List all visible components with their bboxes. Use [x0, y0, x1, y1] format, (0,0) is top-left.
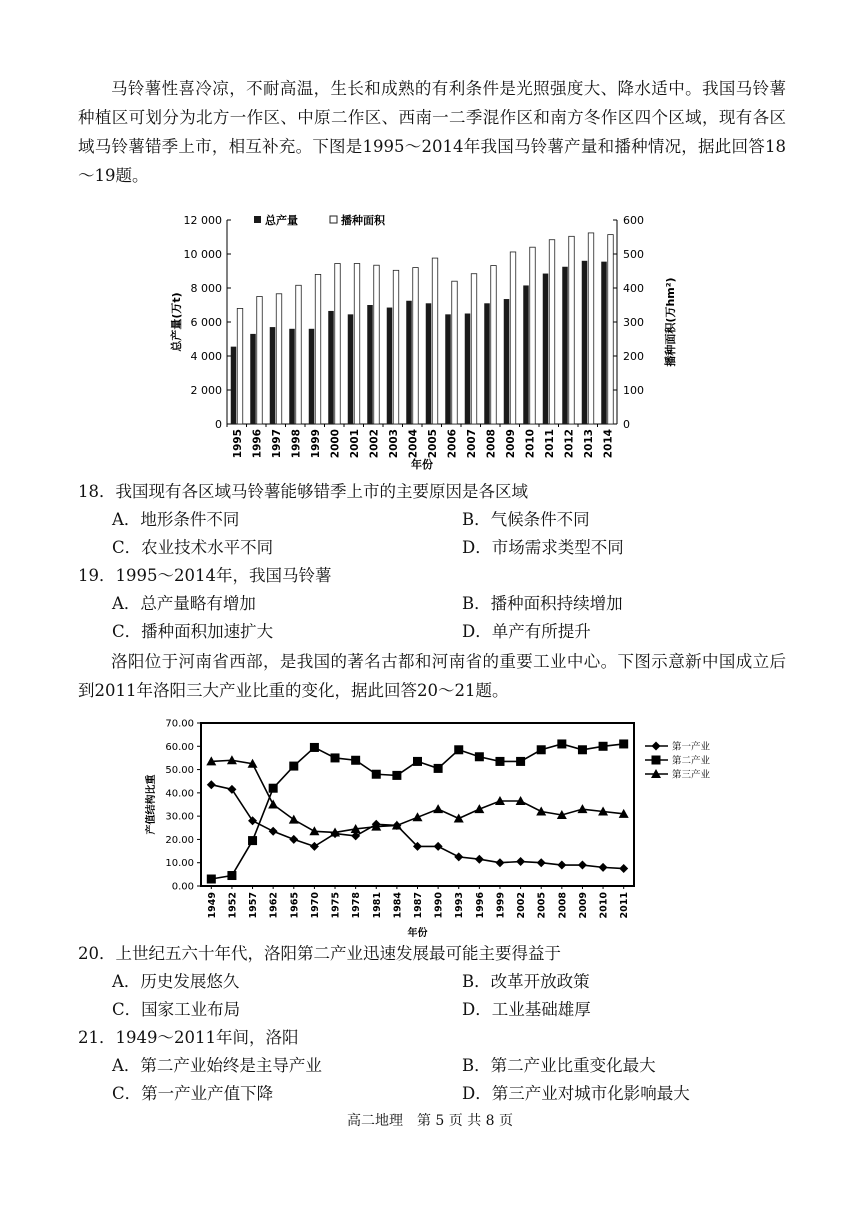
x-tick-label: 1995 — [231, 429, 244, 459]
x-tick-label: 2001 — [348, 429, 361, 459]
right-tick-label: 100 — [623, 384, 644, 397]
secondary-industry-point — [413, 757, 422, 766]
q18-option-a[interactable]: A．地形条件不同 — [112, 510, 240, 529]
tertiary-industry-point — [289, 815, 299, 824]
primary-industry-point — [227, 785, 236, 794]
left-tick-label: 12 000 — [183, 214, 222, 227]
tertiary-industry-line — [211, 760, 623, 832]
production-bar — [289, 329, 295, 424]
left-tick-label: 2 000 — [190, 384, 222, 397]
page-footer: 高二地理 第 5 页 共 8 页 — [346, 1113, 514, 1129]
x-tick-label: 2005 — [536, 892, 548, 919]
sown-area-bar — [530, 247, 536, 424]
secondary-industry-point — [372, 770, 381, 779]
sown-area-bar — [510, 252, 516, 424]
secondary-industry-point — [392, 771, 401, 780]
primary-industry-point — [599, 863, 608, 872]
secondary-industry-point — [351, 756, 360, 765]
x-tick-label: 1962 — [268, 892, 280, 919]
sown-area-bar — [569, 236, 575, 424]
tertiary-industry-point — [268, 800, 278, 809]
x-tick-label: 2011 — [543, 429, 556, 459]
x-tick-label: 2002 — [368, 429, 381, 459]
x-axis-title: 年份 — [411, 458, 433, 471]
production-bar — [484, 303, 490, 424]
x-tick-label: 2011 — [619, 892, 631, 919]
tertiary-industry-point — [413, 812, 423, 821]
legend-tertiary-label: 第三产业 — [672, 769, 711, 781]
x-tick-label: 1975 — [330, 892, 342, 919]
primary-industry-point — [619, 864, 628, 873]
left-tick-label: 10 000 — [183, 248, 222, 261]
secondary-industry-point — [495, 757, 504, 766]
x-tick-label: 2009 — [504, 429, 517, 459]
q20-option-c[interactable]: C．国家工业布局 — [112, 1000, 241, 1019]
y-tick-label: 10.00 — [165, 858, 194, 870]
x-tick-label: 1949 — [206, 892, 218, 919]
x-tick-label: 1957 — [248, 892, 260, 919]
y-tick-label: 70.00 — [165, 718, 194, 730]
x-tick-label: 1996 — [251, 429, 264, 459]
secondary-industry-point — [516, 757, 525, 766]
potato-bar-chart — [150, 200, 690, 475]
x-tick-label: 2004 — [407, 429, 420, 459]
x-tick-label: 2010 — [524, 429, 537, 459]
x-tick-label: 2003 — [387, 429, 400, 459]
x-tick-label: 1997 — [270, 429, 283, 459]
x-tick-label: 1999 — [495, 892, 507, 919]
legend-primary-label: 第一产业 — [672, 741, 711, 753]
secondary-industry-point — [310, 743, 319, 752]
production-bar — [426, 303, 432, 424]
primary-industry-point — [289, 835, 298, 844]
x-tick-label: 1999 — [309, 429, 322, 459]
secondary-industry-point — [434, 764, 443, 773]
q21-option-d[interactable]: D．第三产业对城市化影响最大 — [462, 1084, 690, 1103]
secondary-industry-point — [578, 745, 587, 754]
sown-area-bar — [237, 308, 243, 424]
primary-industry-point — [248, 816, 257, 825]
question-19-stem: 19．1995～2014年，我国马铃薯 — [78, 566, 332, 585]
x-tick-label: 2005 — [426, 429, 439, 459]
secondary-industry-point — [207, 875, 216, 884]
x-tick-label: 1987 — [413, 892, 424, 919]
legend-secondary-marker — [652, 756, 661, 765]
secondary-industry-point — [619, 739, 628, 748]
tertiary-industry-point — [474, 804, 484, 813]
q21-option-b[interactable]: B．第二产业比重变化最大 — [462, 1056, 656, 1075]
production-bar — [328, 311, 334, 424]
right-tick-label: 600 — [623, 214, 644, 227]
x-tick-label: 2012 — [563, 429, 576, 459]
luoyang-industry-line-chart — [140, 712, 750, 940]
sown-area-bar — [471, 274, 477, 424]
intro-paragraph-luoyang: 洛阳位于河南省西部，是我国的著名古都和河南省的重要工业中心。下图示意新中国成立后到2011年洛阳三大产业比重的变化，据此回答20～21题。 — [78, 652, 786, 700]
x-tick-label: 1996 — [474, 892, 486, 919]
secondary-industry-point — [599, 742, 608, 751]
sown-area-bar — [393, 270, 399, 424]
legend-primary-marker — [652, 742, 661, 751]
x-tick-label: 1965 — [289, 892, 301, 919]
intro-paragraph-potato: 马铃薯性喜冷凉，不耐高温，生长和成熟的有利条件是光照强度大、降水适中。我国马铃薯种植区可划分为北方一作区、中原二作区、西南一二季混作区和南方冬作区四个区域，现有各区域马铃薯错季上市，相互补充。下图是1995～2014年我国马铃薯产量和播种情况，据此回答18～19题。 — [78, 79, 786, 185]
tertiary-industry-point — [433, 804, 443, 813]
production-bar — [582, 261, 588, 424]
right-tick-label: 200 — [623, 350, 644, 363]
question-21-stem: 21．1949～2011年间，洛阳 — [78, 1028, 299, 1047]
y-tick-label: 50.00 — [165, 765, 194, 777]
legend-area-swatch — [330, 216, 337, 223]
production-bar — [309, 329, 315, 424]
secondary-industry-point — [537, 745, 546, 754]
q18-option-b[interactable]: B．气候条件不同 — [462, 510, 590, 529]
primary-industry-point — [434, 842, 443, 851]
left-tick-label: 0 — [215, 418, 222, 431]
left-tick-label: 8 000 — [190, 282, 222, 295]
production-bar — [270, 327, 276, 424]
y-tick-label: 20.00 — [165, 834, 194, 846]
production-bar — [348, 314, 354, 424]
sown-area-bar — [452, 281, 458, 424]
primary-industry-point — [537, 858, 546, 867]
right-tick-label: 500 — [623, 248, 644, 261]
sown-area-bar — [491, 266, 497, 424]
q21-option-a[interactable]: A．第二产业始终是主导产业 — [112, 1056, 322, 1075]
primary-industry-point — [310, 842, 319, 851]
x-tick-label: 2006 — [446, 429, 459, 459]
x-tick-label: 1990 — [433, 892, 445, 919]
production-bar — [387, 308, 393, 424]
sown-area-bar — [315, 274, 321, 424]
legend-area-label: 播种面积 — [341, 214, 385, 227]
sown-area-bar — [276, 294, 282, 424]
sown-area-bar — [374, 265, 380, 424]
right-tick-label: 0 — [623, 418, 630, 431]
q21-option-c[interactable]: C．第一产业产值下降 — [112, 1084, 274, 1103]
left-y-axis-title: 总产量(万t) — [170, 292, 183, 352]
secondary-industry-point — [269, 784, 278, 793]
question-18-stem: 18．我国现有各区域马铃薯能够错季上市的主要原因是各区域 — [78, 482, 528, 501]
tertiary-industry-point — [536, 806, 546, 815]
sown-area-bar — [413, 268, 419, 424]
production-bar — [601, 262, 607, 424]
x-tick-label: 2007 — [465, 429, 478, 459]
production-bar — [406, 301, 412, 424]
x-tick-label: 1998 — [290, 429, 303, 459]
x-tick-label: 1952 — [227, 892, 239, 919]
secondary-industry-point — [557, 739, 566, 748]
x-tick-label: 2010 — [598, 892, 610, 919]
primary-industry-point — [516, 857, 525, 866]
primary-industry-point — [495, 858, 504, 867]
primary-industry-point — [454, 852, 463, 861]
primary-industry-point — [578, 861, 587, 870]
sown-area-bar — [608, 235, 614, 424]
q18-option-d[interactable]: D．市场需求类型不同 — [462, 538, 624, 557]
production-bar — [504, 299, 510, 424]
tertiary-industry-point — [577, 804, 587, 813]
primary-industry-point — [269, 827, 278, 836]
legend-production-label: 总产量 — [265, 214, 298, 227]
sown-area-bar — [588, 233, 594, 424]
production-bar — [367, 305, 373, 424]
x-tick-label: 1984 — [392, 892, 404, 919]
q19-option-d[interactable]: D．单产有所提升 — [462, 622, 591, 641]
x-tick-label: 1981 — [371, 892, 383, 919]
x-tick-label: 1978 — [351, 892, 363, 919]
secondary-industry-point — [454, 745, 463, 754]
q20-option-b[interactable]: B．改革开放政策 — [462, 972, 590, 991]
sown-area-bar — [335, 264, 341, 424]
secondary-industry-point — [475, 752, 484, 761]
x-tick-label: 2002 — [516, 892, 528, 919]
q19-option-a[interactable]: A．总产量略有增加 — [112, 594, 256, 613]
x-tick-label: 2000 — [329, 429, 342, 459]
primary-industry-point — [475, 855, 484, 864]
sown-area-bar — [354, 264, 360, 424]
q20-option-a[interactable]: A．历史发展悠久 — [112, 972, 240, 991]
x-tick-label: 1970 — [309, 892, 321, 919]
q18-option-c[interactable]: C．农业技术水平不同 — [112, 538, 274, 557]
legend-secondary-label: 第二产业 — [672, 755, 711, 767]
secondary-industry-point — [289, 762, 298, 771]
right-tick-label: 400 — [623, 282, 644, 295]
x-tick-label: 2013 — [582, 429, 595, 459]
y-tick-label: 60.00 — [165, 741, 194, 753]
x-axis-title: 年份 — [407, 928, 428, 939]
production-bar — [250, 334, 256, 424]
x-tick-label: 1993 — [454, 892, 466, 919]
y-tick-label: 40.00 — [165, 788, 194, 800]
q19-option-b[interactable]: B．播种面积持续增加 — [462, 594, 623, 613]
y-axis-title: 产值结构比重 — [146, 774, 157, 835]
right-tick-label: 300 — [623, 316, 644, 329]
secondary-industry-point — [248, 836, 257, 845]
left-tick-label: 6 000 — [190, 316, 222, 329]
x-tick-label: 2014 — [602, 429, 615, 459]
primary-industry-line — [211, 785, 623, 869]
question-20-stem: 20．上世纪五六十年代，洛阳第二产业迅速发展最可能主要得益于 — [78, 944, 561, 963]
y-tick-label: 30.00 — [165, 811, 194, 823]
primary-industry-point — [207, 780, 216, 789]
sown-area-bar — [296, 285, 302, 424]
sown-area-bar — [549, 240, 555, 424]
q19-option-c[interactable]: C．播种面积加速扩大 — [112, 622, 274, 641]
production-bar — [523, 285, 529, 424]
sown-area-bar — [432, 258, 438, 424]
production-bar — [231, 347, 237, 424]
x-tick-label: 2008 — [485, 429, 498, 459]
sown-area-bar — [257, 297, 263, 425]
x-tick-label: 2009 — [577, 892, 589, 919]
secondary-industry-point — [227, 871, 236, 880]
production-bar — [465, 314, 471, 425]
x-tick-label: 2008 — [557, 892, 569, 919]
production-bar — [445, 314, 451, 424]
legend-production-swatch — [254, 216, 261, 223]
q20-option-d[interactable]: D．工业基础雄厚 — [462, 1000, 591, 1019]
left-tick-label: 4 000 — [190, 350, 222, 363]
production-bar — [543, 274, 549, 424]
production-bar — [562, 267, 568, 424]
tertiary-industry-point — [454, 813, 464, 822]
y-tick-label: 0.00 — [171, 881, 194, 893]
primary-industry-point — [557, 861, 566, 870]
secondary-industry-point — [331, 753, 340, 762]
right-y-axis-title: 播种面积(万hm²) — [664, 277, 677, 367]
